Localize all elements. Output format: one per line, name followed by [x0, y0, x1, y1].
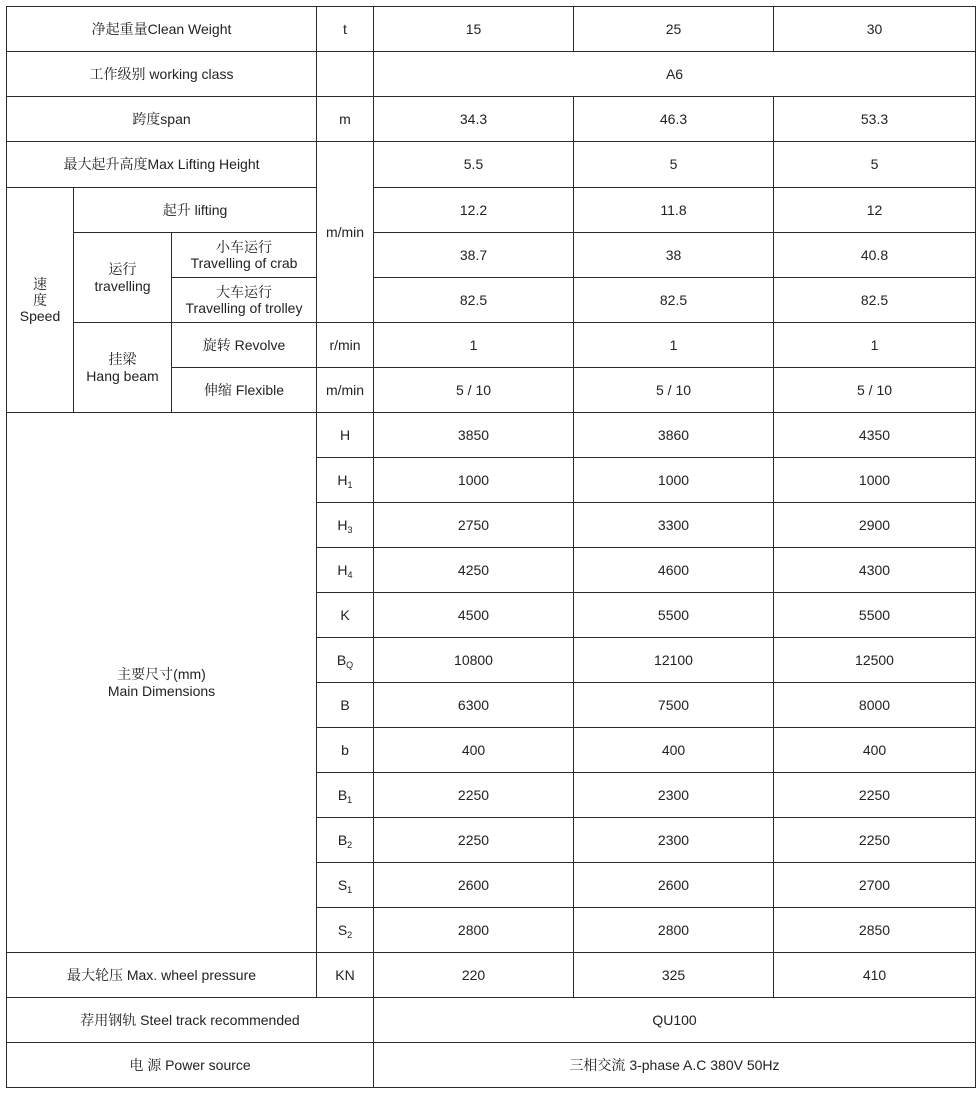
value-cell: 4350: [774, 413, 976, 458]
value-cell: 2700: [774, 863, 976, 908]
dimension-symbol-main: K: [340, 606, 350, 623]
value-cell: 7500: [574, 683, 774, 728]
value-cell: 2600: [374, 863, 574, 908]
travelling-label-en: travelling: [94, 277, 151, 294]
travelling-label-cn: 运行: [108, 261, 137, 278]
dimension-symbol: [317, 863, 374, 908]
value-cell: 34.3: [374, 97, 574, 142]
value-cell: 5: [774, 142, 976, 188]
value-cell: 1: [574, 323, 774, 368]
value-cell: 12.2: [374, 188, 574, 233]
dimension-symbol: [317, 728, 374, 773]
value-cell: 5.5: [374, 142, 574, 188]
value-cell: 2250: [774, 773, 976, 818]
value-cell: 5 / 10: [574, 368, 774, 413]
dimension-symbol-main: b: [341, 741, 349, 758]
unit-cell: m/min: [317, 142, 374, 323]
value-cell: 4300: [774, 548, 976, 593]
value-cell: 11.8: [574, 188, 774, 233]
unit-cell: m: [317, 97, 374, 142]
row-label: 荐用钢轨 Steel track recommended: [7, 998, 374, 1043]
speed-group-label: [7, 188, 74, 413]
value-cell: 4250: [374, 548, 574, 593]
value-cell: 400: [374, 728, 574, 773]
table-row: [7, 97, 976, 142]
travelling-group-label: [74, 233, 172, 323]
value-cell: 3850: [374, 413, 574, 458]
value-cell: 1000: [374, 458, 574, 503]
value-cell: 82.5: [574, 278, 774, 323]
value-cell: 400: [574, 728, 774, 773]
value-cell: 38.7: [374, 233, 574, 278]
table-row: [7, 7, 976, 52]
unit-cell: m/min: [317, 368, 374, 413]
dimension-symbol-main: B: [337, 786, 348, 803]
value-cell: 400: [774, 728, 976, 773]
unit-cell: r/min: [317, 323, 374, 368]
value-cell: 5 / 10: [774, 368, 976, 413]
dimension-symbol-subscript: 4: [347, 569, 353, 580]
dimension-symbol-main: B: [337, 831, 348, 848]
value-cell: 2250: [374, 818, 574, 863]
table-row: [7, 1043, 976, 1088]
dimensions-label-cn: 主要尺寸(mm): [117, 666, 206, 683]
unit-cell: [317, 52, 374, 97]
value-cell: 1: [374, 323, 574, 368]
dimension-symbol: [317, 773, 374, 818]
value-cell: 2300: [574, 818, 774, 863]
value-cell: 8000: [774, 683, 976, 728]
value-cell: 1000: [774, 458, 976, 503]
specification-table: [6, 6, 976, 1088]
hang-beam-label-cn: 挂梁: [108, 351, 137, 368]
dimension-symbol-main: H: [337, 516, 348, 533]
value-cell: 2900: [774, 503, 976, 548]
table-row: [7, 188, 976, 233]
trolley-label-en: Travelling of trolley: [185, 300, 303, 316]
value-cell: 5 / 10: [374, 368, 574, 413]
table-row: [7, 323, 976, 368]
crab-label-cn: 小车运行: [216, 238, 272, 255]
value-cell: 2600: [574, 863, 774, 908]
row-label: [172, 233, 317, 278]
value-cell: 三相交流 3-phase A.C 380V 50Hz: [374, 1043, 976, 1088]
value-cell: 5500: [574, 593, 774, 638]
table-row: [7, 953, 976, 998]
dimensions-section: [7, 413, 976, 953]
value-cell: 38: [574, 233, 774, 278]
crab-label-en: Travelling of crab: [190, 255, 298, 271]
dimension-symbol: [317, 683, 374, 728]
dimension-symbol: [317, 458, 374, 503]
table-row: [7, 413, 976, 458]
value-cell: 325: [574, 953, 774, 998]
row-label: 电 源 Power source: [7, 1043, 374, 1088]
dimensions-label-en: Main Dimensions: [107, 682, 216, 699]
value-cell: 1000: [574, 458, 774, 503]
dimension-symbol-subscript: 1: [347, 479, 353, 490]
table-row: [7, 52, 976, 97]
row-label: 伸缩 Flexible: [172, 368, 317, 413]
dimension-symbol-main: S: [337, 876, 348, 893]
value-cell: 40.8: [774, 233, 976, 278]
speed-label-en: Speed: [19, 308, 61, 325]
value-cell: 15: [374, 7, 574, 52]
dimension-symbol: [317, 413, 374, 458]
row-label: 最大起升高度Max Lifting Height: [7, 142, 317, 188]
dimension-symbol: [317, 908, 374, 953]
dimension-symbol: [317, 503, 374, 548]
value-cell: 82.5: [374, 278, 574, 323]
dimension-symbol-subscript: 2: [347, 929, 353, 940]
table-row: [7, 142, 976, 188]
speed-label-cn-1: 速: [33, 275, 47, 292]
value-cell: 2300: [574, 773, 774, 818]
row-label: 工作级别 working class: [7, 52, 317, 97]
table-row: [7, 998, 976, 1043]
dimensions-group-label: [7, 413, 317, 953]
hang-beam-group-label: [74, 323, 172, 413]
dimension-symbol-subscript: 1: [347, 794, 353, 805]
value-cell: 25: [574, 7, 774, 52]
dimension-symbol-main: H: [339, 426, 351, 443]
value-cell: 12500: [774, 638, 976, 683]
dimension-symbol-main: H: [337, 471, 348, 488]
table-row: [7, 233, 976, 278]
value-cell: 2800: [374, 908, 574, 953]
value-cell: QU100: [374, 998, 976, 1043]
value-cell: 410: [774, 953, 976, 998]
hang-beam-label-en: Hang beam: [86, 367, 159, 384]
dimension-symbol: [317, 593, 374, 638]
value-cell: 82.5: [774, 278, 976, 323]
dimension-symbol-main: B: [340, 696, 350, 713]
dimension-symbol: [317, 638, 374, 683]
value-cell: 10800: [374, 638, 574, 683]
dimension-symbol-subscript: 3: [347, 524, 353, 535]
dimension-symbol-main: H: [337, 561, 348, 578]
value-cell: 1: [774, 323, 976, 368]
value-cell: 2250: [774, 818, 976, 863]
row-label: 跨度span: [7, 97, 317, 142]
value-cell: 53.3: [774, 97, 976, 142]
dimension-symbol-subscript: 2: [347, 839, 353, 850]
value-cell: 12100: [574, 638, 774, 683]
unit-cell: t: [317, 7, 374, 52]
dimension-symbol-subscript: 1: [347, 884, 353, 895]
value-cell: 46.3: [574, 97, 774, 142]
unit-cell: KN: [317, 953, 374, 998]
value-cell: 12: [774, 188, 976, 233]
value-cell: 6300: [374, 683, 574, 728]
value-cell: 5500: [774, 593, 976, 638]
row-label: [172, 278, 317, 323]
value-cell: 2750: [374, 503, 574, 548]
value-cell: 2850: [774, 908, 976, 953]
trolley-label-cn: 大车运行: [216, 283, 272, 300]
row-label: 旋转 Revolve: [172, 323, 317, 368]
dimension-symbol-main: B: [336, 651, 347, 668]
dimension-symbol: [317, 548, 374, 593]
value-cell: 4600: [574, 548, 774, 593]
row-label: 最大轮压 Max. wheel pressure: [7, 953, 317, 998]
value-cell: 4500: [374, 593, 574, 638]
value-cell: 3300: [574, 503, 774, 548]
value-cell: 220: [374, 953, 574, 998]
value-cell: 3860: [574, 413, 774, 458]
value-cell: A6: [374, 52, 976, 97]
value-cell: 2250: [374, 773, 574, 818]
speed-label-cn-2: 度: [33, 291, 47, 308]
row-label: 起升 lifting: [74, 188, 317, 233]
dimension-symbol-main: S: [337, 921, 348, 938]
row-label: 净起重量Clean Weight: [7, 7, 317, 52]
value-cell: 5: [574, 142, 774, 188]
dimension-symbol-subscript: Q: [346, 659, 354, 670]
dimension-symbol: [317, 818, 374, 863]
value-cell: 30: [774, 7, 976, 52]
value-cell: 2800: [574, 908, 774, 953]
